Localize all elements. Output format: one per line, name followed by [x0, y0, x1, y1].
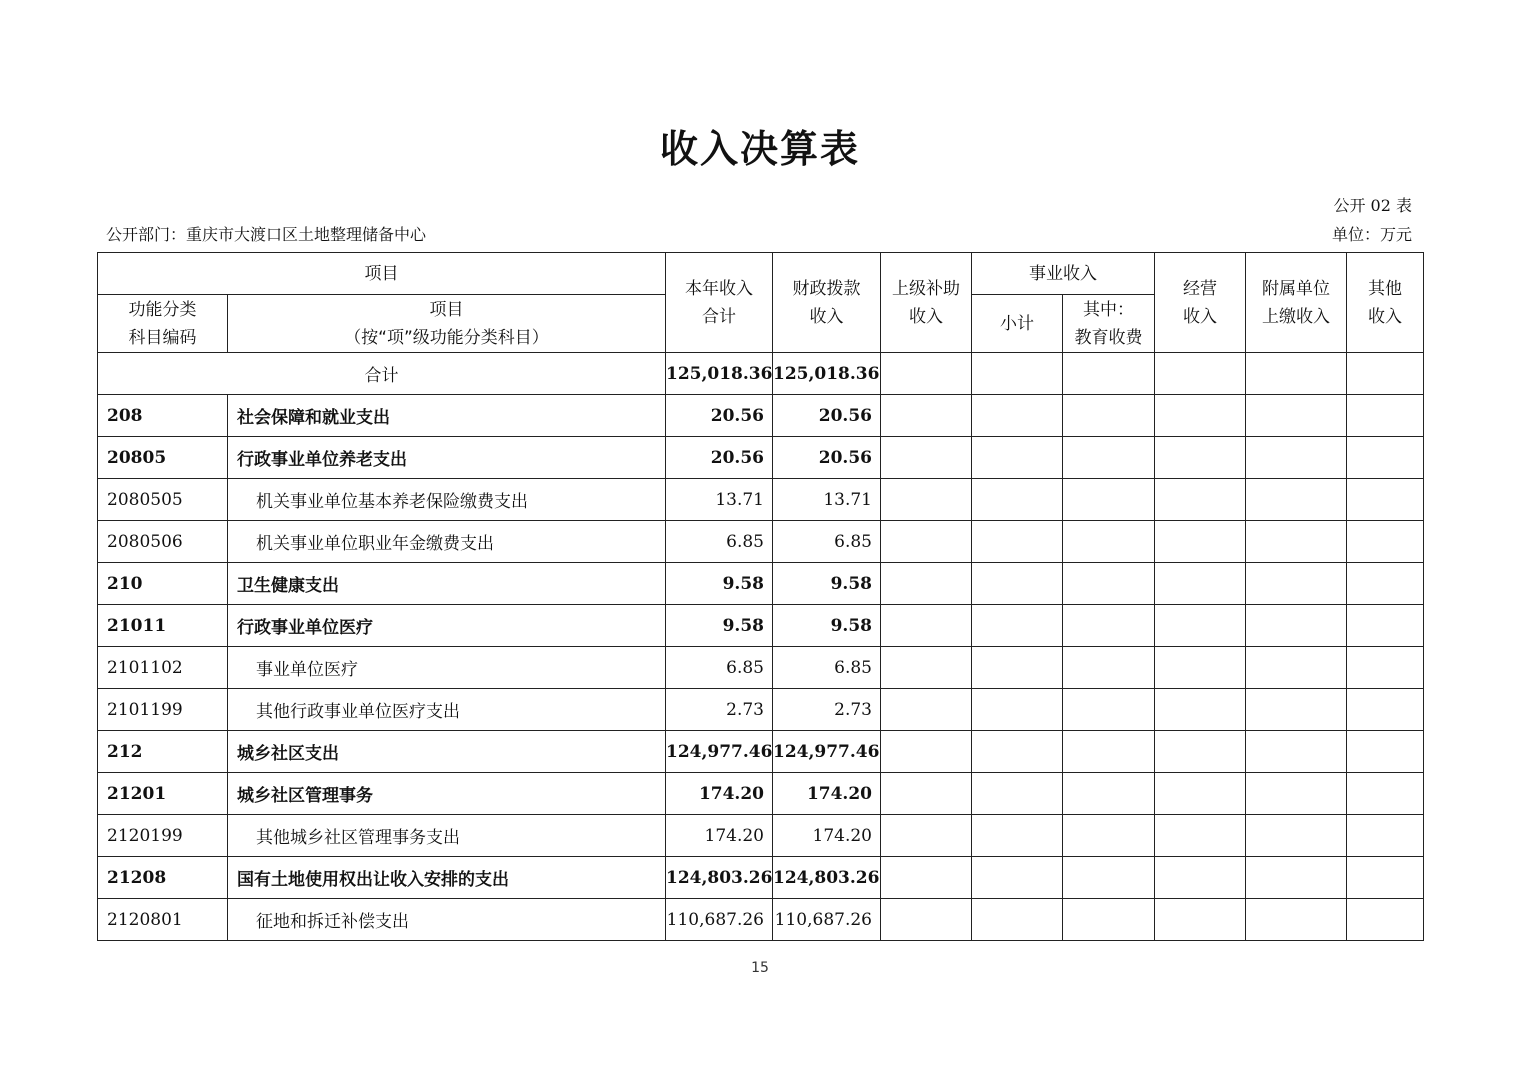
- empty-cell: [972, 815, 1063, 857]
- empty-cell: [881, 605, 972, 647]
- fiscal-cell: 2.73: [773, 689, 881, 731]
- code-cell: 2080506: [98, 521, 228, 563]
- total-income-cell: 174.20: [666, 773, 773, 815]
- name-cell: 其他城乡社区管理事务支出: [228, 815, 666, 857]
- code-cell: 212: [98, 731, 228, 773]
- table-row: [98, 857, 1424, 899]
- empty-cell: [1347, 857, 1424, 899]
- code-cell: 21011: [98, 605, 228, 647]
- empty-cell: [881, 731, 972, 773]
- empty-cell: [972, 563, 1063, 605]
- empty-cell: [972, 437, 1063, 479]
- code-cell: 2120801: [98, 899, 228, 941]
- code-cell: 2120199: [98, 815, 228, 857]
- total-income-cell: 124,803.26: [666, 857, 773, 899]
- header-total-income: 本年收入 合计: [666, 253, 773, 353]
- empty-cell: [972, 857, 1063, 899]
- department-label: 公开部门：重庆市大渡口区土地整理储备中心: [106, 225, 427, 244]
- total-income-cell: 6.85: [666, 647, 773, 689]
- table-row: [98, 689, 1424, 731]
- total-income-cell: 6.85: [666, 521, 773, 563]
- total-income-cell: 9.58: [666, 563, 773, 605]
- fiscal-cell: 20.56: [773, 437, 881, 479]
- name-cell: 事业单位医疗: [228, 647, 666, 689]
- empty-cell: [1155, 899, 1246, 941]
- table-row: [98, 563, 1424, 605]
- name-cell: 社会保障和就业支出: [228, 395, 666, 437]
- table-row: [98, 899, 1424, 941]
- empty-cell: [1155, 857, 1246, 899]
- empty-cell: [1347, 395, 1424, 437]
- header-item: 项目 （按“项”级功能分类科目）: [228, 295, 666, 353]
- name-cell: 卫生健康支出: [228, 563, 666, 605]
- empty-cell: [1246, 479, 1347, 521]
- header-superior: 上级补助 收入: [881, 253, 972, 353]
- empty-cell: [1063, 731, 1155, 773]
- empty-cell: [1155, 731, 1246, 773]
- fiscal-cell: 13.71: [773, 479, 881, 521]
- name-cell: 其他行政事业单位医疗支出: [228, 689, 666, 731]
- code-cell: 2101102: [98, 647, 228, 689]
- name-cell: 行政事业单位医疗: [228, 605, 666, 647]
- fiscal-cell: 20.56: [773, 395, 881, 437]
- empty-cell: [1347, 479, 1424, 521]
- empty-cell: [1246, 437, 1347, 479]
- empty-cell: [972, 395, 1063, 437]
- empty-cell: [1246, 731, 1347, 773]
- empty-cell: [1063, 689, 1155, 731]
- empty-cell: [1246, 899, 1347, 941]
- empty-cell: [1347, 731, 1424, 773]
- table-row: [98, 395, 1424, 437]
- empty-cell: [1246, 521, 1347, 563]
- total-income-cell: 2.73: [666, 689, 773, 731]
- code-cell: 210: [98, 563, 228, 605]
- name-cell: 行政事业单位养老支出: [228, 437, 666, 479]
- empty-cell: [972, 773, 1063, 815]
- code-cell: 208: [98, 395, 228, 437]
- fiscal-cell: 9.58: [773, 605, 881, 647]
- empty-cell: [1155, 479, 1246, 521]
- table-row: [98, 731, 1424, 773]
- header-operating: 经营 收入: [1155, 253, 1246, 353]
- page-title: 收入决算表: [659, 127, 860, 171]
- name-cell: 机关事业单位职业年金缴费支出: [228, 521, 666, 563]
- table-row: [98, 815, 1424, 857]
- empty-cell: [881, 563, 972, 605]
- empty-cell: [1246, 773, 1347, 815]
- table-row: [98, 479, 1424, 521]
- fiscal-cell: 174.20: [773, 773, 881, 815]
- empty-cell: [1246, 605, 1347, 647]
- form-number: 公开 02 表: [1333, 196, 1412, 215]
- empty-cell: [1063, 395, 1155, 437]
- header-func-code: 功能分类 科目编码: [98, 295, 228, 353]
- empty-cell: [1063, 647, 1155, 689]
- total-label: 合计: [98, 353, 666, 395]
- empty-cell: [881, 521, 972, 563]
- empty-cell: [881, 437, 972, 479]
- fiscal-cell: 9.58: [773, 563, 881, 605]
- empty-cell: [972, 689, 1063, 731]
- empty-cell: [1155, 605, 1246, 647]
- empty-cell: [1347, 521, 1424, 563]
- fiscal-cell: 6.85: [773, 521, 881, 563]
- income-table: [97, 252, 1424, 941]
- total-income-cell: 13.71: [666, 479, 773, 521]
- empty-cell: [1155, 773, 1246, 815]
- name-cell: 征地和拆迁补偿支出: [228, 899, 666, 941]
- empty-cell: [1246, 647, 1347, 689]
- header-subtotal: 小计: [972, 295, 1063, 353]
- fiscal-cell: 110,687.26: [773, 899, 881, 941]
- name-cell: 城乡社区支出: [228, 731, 666, 773]
- empty-cell: [1155, 437, 1246, 479]
- empty-cell: [972, 479, 1063, 521]
- empty-cell: [1347, 647, 1424, 689]
- empty-cell: [1347, 815, 1424, 857]
- header-affiliated: 附属单位 上缴收入: [1246, 253, 1347, 353]
- empty-cell: [972, 605, 1063, 647]
- empty-cell: [1063, 815, 1155, 857]
- fiscal-cell: 124,803.26: [773, 857, 881, 899]
- total-income-cell: 124,977.46: [666, 731, 773, 773]
- empty-cell: [1347, 773, 1424, 815]
- total-income-cell: 20.56: [666, 437, 773, 479]
- page-number: 15: [751, 960, 769, 976]
- empty-cell: [1063, 773, 1155, 815]
- empty-cell: [1063, 857, 1155, 899]
- fiscal-cell: 124,977.46: [773, 731, 881, 773]
- empty-cell: [1347, 437, 1424, 479]
- code-cell: 21208: [98, 857, 228, 899]
- header-business: 事业收入: [972, 253, 1155, 295]
- empty-cell: [881, 689, 972, 731]
- empty-cell: [881, 773, 972, 815]
- total-income-cell: 20.56: [666, 395, 773, 437]
- empty-cell: [1155, 395, 1246, 437]
- empty-cell: [1347, 899, 1424, 941]
- table-row: [98, 521, 1424, 563]
- empty-cell: [1063, 479, 1155, 521]
- code-cell: 2101199: [98, 689, 228, 731]
- empty-cell: [1246, 857, 1347, 899]
- empty-cell: [1246, 563, 1347, 605]
- empty-cell: [1246, 689, 1347, 731]
- empty-cell: [881, 899, 972, 941]
- empty-cell: [1246, 395, 1347, 437]
- empty-cell: [881, 479, 972, 521]
- total-income-cell: 9.58: [666, 605, 773, 647]
- code-cell: 20805: [98, 437, 228, 479]
- empty-cell: [1063, 521, 1155, 563]
- name-cell: 国有土地使用权出让收入安排的支出: [228, 857, 666, 899]
- empty-cell: [1155, 647, 1246, 689]
- empty-cell: [972, 521, 1063, 563]
- empty-cell: [1155, 815, 1246, 857]
- empty-cell: [972, 899, 1063, 941]
- empty-cell: [1155, 563, 1246, 605]
- table-row: [98, 437, 1424, 479]
- empty-cell: [1347, 689, 1424, 731]
- fiscal-cell: 174.20: [773, 815, 881, 857]
- header-project: 项目: [98, 253, 666, 295]
- header-fiscal: 财政拨款 收入: [773, 253, 881, 353]
- empty-cell: [881, 395, 972, 437]
- table-row: [98, 647, 1424, 689]
- empty-cell: [1347, 563, 1424, 605]
- empty-cell: [1063, 563, 1155, 605]
- empty-cell: [881, 647, 972, 689]
- empty-cell: [1347, 605, 1424, 647]
- empty-cell: [972, 731, 1063, 773]
- name-cell: 城乡社区管理事务: [228, 773, 666, 815]
- total-income-cell: 125,018.36: [666, 353, 773, 395]
- table-row: [98, 605, 1424, 647]
- code-cell: 2080505: [98, 479, 228, 521]
- code-cell: 21201: [98, 773, 228, 815]
- empty-cell: [1063, 437, 1155, 479]
- empty-cell: [1155, 689, 1246, 731]
- name-cell: 机关事业单位基本养老保险缴费支出: [228, 479, 666, 521]
- empty-cell: [881, 857, 972, 899]
- table-row: [98, 773, 1424, 815]
- empty-cell: [1063, 605, 1155, 647]
- total-fiscal-cell: 125,018.36: [773, 353, 881, 395]
- header-edu: 其中： 教育收费: [1063, 295, 1155, 353]
- total-income-cell: 110,687.26: [666, 899, 773, 941]
- total-income-cell: 174.20: [666, 815, 773, 857]
- empty-cell: [1063, 899, 1155, 941]
- total-row: [98, 353, 1424, 395]
- fiscal-cell: 6.85: [773, 647, 881, 689]
- empty-cell: [1246, 815, 1347, 857]
- unit-label: 单位：万元: [1331, 225, 1412, 244]
- empty-cell: [1155, 521, 1246, 563]
- header-other: 其他 收入: [1347, 253, 1424, 353]
- empty-cell: [881, 815, 972, 857]
- empty-cell: [972, 647, 1063, 689]
